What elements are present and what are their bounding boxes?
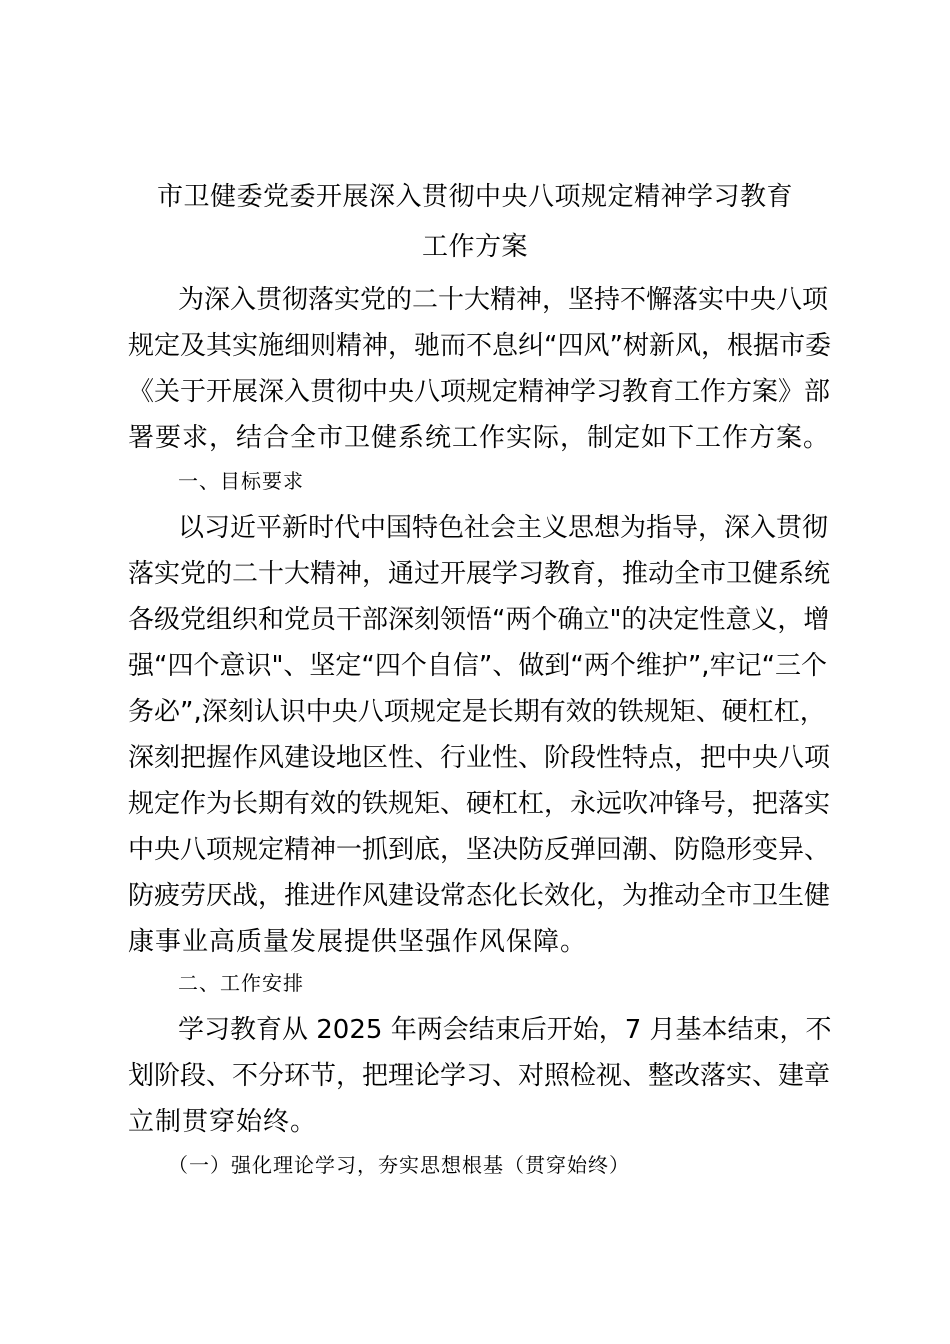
section-1-heading: 一、目标要求 [178,469,304,493]
intro-line-3: 《关于开展深入贯彻中央八项规定精神学习教育工作方案》部 [128,377,831,407]
section-1-line-1: 以习近平新时代中国特色社会主义思想为指导，深入贯彻 [178,513,829,543]
section-1-line-5: 务必”,深刻认识中央八项规定是长期有效的铁规矩、硬杠杠， [128,697,826,727]
section-2-line-3: 立制贯穿始终。 [128,1107,318,1137]
section-1-line-3: 各级党组织和党员干部深刻领悟“两个确立"的决定性意义，增 [128,605,830,635]
section-2-line-2: 划阶段、不分环节，把理论学习、对照检视、整改落实、建章 [128,1061,831,1091]
intro-line-1: 为深入贯彻落实党的二十大精神，坚持不懈落实中央八项 [178,285,829,315]
section-1-line-8: 中央八项规定精神一抓到底，坚决防反弹回潮、防隐形变异、 [128,835,831,865]
section-1-line-6: 深刻把握作风建设地区性、行业性、阶段性特点，把中央八项 [128,743,831,773]
section-1-line-4: 强“四个意识"、坚定“四个自信”、做到“两个维护”,牢记“三个 [128,651,828,681]
document-title-line-1: 市卫健委党委开展深入贯彻中央八项规定精神学习教育 [156,182,793,212]
section-1-line-10: 康事业高质量发展提供坚强作风保障。 [128,927,588,957]
intro-line-4: 署要求，结合全市卫健系统工作实际，制定如下工作方案。 [128,423,831,453]
section-2-subheading-1: （一）强化理论学习，夯实思想根基（贯穿始终） [168,1153,630,1177]
section-2-line-1: 学习教育从 2025 年两会结束后开始，7 月基本结束，不 [178,1015,832,1045]
intro-line-2: 规定及其实施细则精神，驰而不息纠“四风”树新风，根据市委 [128,331,831,361]
section-2-heading: 二、工作安排 [178,971,304,995]
section-1-line-2: 落实党的二十大精神，通过开展学习教育，推动全市卫健系统 [128,559,831,589]
section-1-line-7: 规定作为长期有效的铁规矩、硬杠杠，永远吹冲锋号，把落实 [128,789,831,819]
section-1-line-9: 防疲劳厌战，推进作风建设常态化长效化，为推动全市卫生健 [128,881,831,911]
document-title-line-2: 工作方案 [421,232,528,262]
